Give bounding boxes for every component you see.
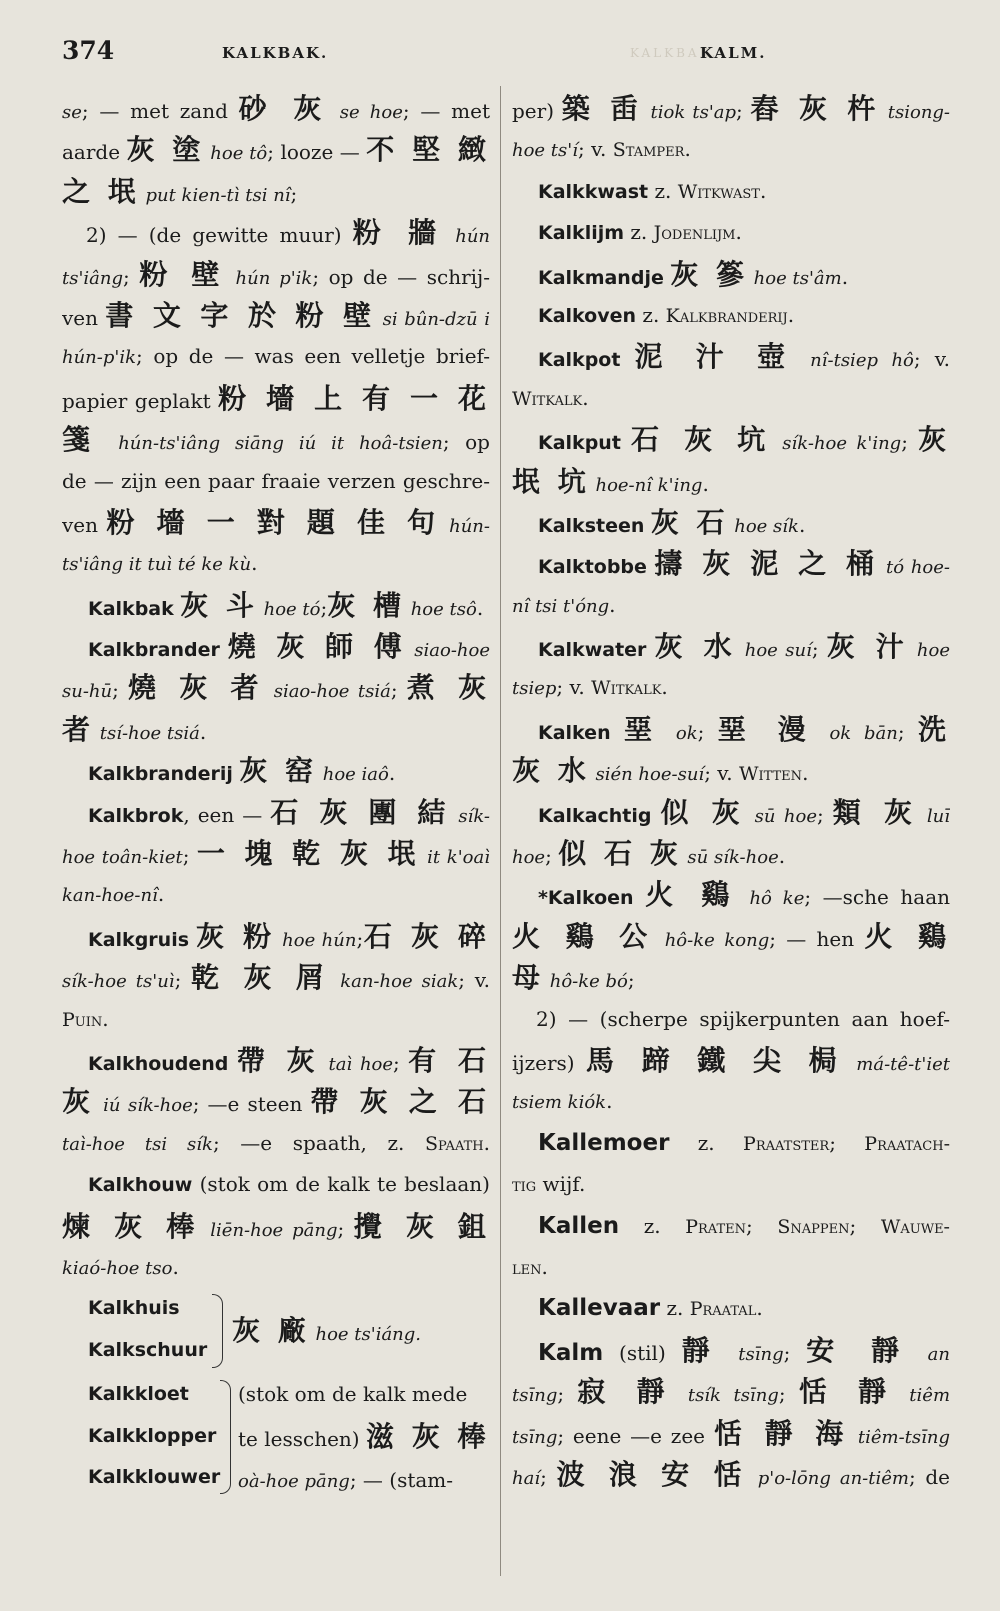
text-line: hoe; 似 石 灰 sū sík-hoe.: [512, 837, 786, 871]
headword: Kalkklopper: [88, 1424, 217, 1447]
text-line: ijzers) 馬 蹄 鐵 尖 梮 má-tê-t'iet: [512, 1043, 950, 1077]
entry-kalkhoudend: Kalkhoudend 帶 灰 taì hoe; 有 石: [88, 1043, 490, 1077]
text-line: aarde 灰 塗 hoe tô; looze — 不 堅 緻: [62, 133, 490, 167]
text-line: tsīng; 寂 靜 tsík tsīng; 恬 靜 tiêm: [512, 1375, 950, 1409]
text-line: tsiem kiók.: [512, 1089, 613, 1114]
left-guide-word: KALKBAK.: [222, 44, 329, 62]
bracket: [220, 1380, 231, 1494]
bracket: [212, 1294, 223, 1368]
text-line: 者 tsí-hoe tsiá.: [62, 712, 207, 746]
entry-kalkbak: Kalkbak 灰 斗 hoe tó;灰 槽 hoe tsô.: [88, 588, 484, 622]
text-line: sík-hoe ts'uì; 乾 灰 屑 kan-hoe siak; v.: [62, 961, 490, 995]
text-line: su-hū; 燒 灰 者 siao-hoe tsiá; 煮 灰: [62, 671, 490, 705]
text-line: se; — met zand 砂 灰 se hoe; — met: [62, 92, 490, 125]
entry-kallevaar: Kallevaar z. Praatal.: [538, 1295, 763, 1322]
entry-kalkbranderij: Kalkbranderij 灰 窑 hoe iaô.: [88, 754, 396, 788]
text-line: kiaó-hoe tso.: [62, 1254, 179, 1279]
text-line: ven 粉 墻 一 對 題 佳 句 hún-: [62, 505, 490, 539]
entry-kalkput: Kalkput 石 灰 坑 sík-hoe k'ing; 灰: [538, 423, 950, 457]
entry-kalktobbe: Kalktobbe 擣 灰 泥 之 桶 tó hoe-: [538, 547, 950, 581]
entry-kalkkwast: Kalkkwast z. Witkwast.: [538, 178, 767, 203]
entry-kallemoer: Kallemoer z. Praatster; Praatach-: [538, 1129, 950, 1156]
text-line: tig wijf.: [512, 1172, 586, 1197]
text-line: 之 垊 put kien-tì tsi nî;: [62, 174, 298, 208]
entry-kalkoen: *Kalkoen 火 鷄 hô ke; —sche haan: [538, 878, 950, 912]
faint-guide-word: KALKBAK.: [630, 46, 719, 60]
right-column: [512, 88, 950, 1598]
text-line: per) 築 臿 tiok ts'ap; 舂 灰 杵 tsiong-: [512, 92, 950, 125]
text-line: Witkalk.: [512, 385, 589, 410]
text-line: papier geplakt 粉 墻 上 有 一 花: [62, 381, 490, 415]
entry-kallen: Kallen z. Praten; Snappen; Wauwe-: [538, 1212, 950, 1239]
entry-kalkpot: Kalkpot 泥 汁 壺 nî-tsiep hô; v.: [538, 340, 950, 374]
entry-kalkbrander: Kalkbrander 燒 灰 師 傅 siao-hoe: [88, 630, 490, 664]
text-line: nî tsi t'óng.: [512, 592, 616, 617]
text-line: hún-p'ik; op de — was een velletje brief-: [62, 344, 490, 369]
column-divider: [500, 86, 501, 1576]
text-line: Puin.: [62, 1006, 109, 1031]
text-line: 煉 灰 棒 liēn-hoe pāng; 攪 灰 鉏: [62, 1209, 490, 1243]
text-line: 灰 水 sién hoe-suí; v. Witten.: [512, 754, 809, 788]
entry-kalkmandje: Kalkmandje 灰 篸 hoe ts'âm.: [538, 257, 849, 291]
text-line: taì-hoe tsi sík; —e spaath, z. Spaath.: [62, 1130, 490, 1155]
entry-kalkwater: Kalkwater 灰 水 hoe suí; 灰 汁 hoe: [538, 630, 950, 664]
text-line: ts'iâng it tuì té ke kù.: [62, 551, 258, 576]
group-definition: (stok om de kalk mede te lesschen) 滋 灰 棒 oà-hoe pāng; — (stam-: [238, 1382, 490, 1493]
text-line: 2) — (scherpe spijkerpunten aan hoef-: [536, 1006, 950, 1031]
page-number: 374: [62, 36, 115, 65]
entry-kalkhouw: Kalkhouw (stok om de kalk te beslaan): [88, 1172, 490, 1197]
text-line: de — zijn een paar fraaie verzen geschre-: [62, 468, 490, 493]
entry-kalken: Kalken 堊 ok; 堊 漫 ok bān; 洗: [538, 712, 950, 746]
headword: Kalkschuur: [88, 1338, 208, 1361]
entry-kalklijm: Kalklijm z. Jodenlijm.: [538, 220, 742, 245]
text-line: haí; 波 浪 安 恬 p'o-lōng an-tiêm; de: [512, 1457, 950, 1491]
entry-kalkgruis: Kalkgruis 灰 粉 hoe hún;石 灰 碎: [88, 919, 490, 953]
right-guide-word: KALM.: [700, 44, 767, 62]
headword-list: [88, 1288, 207, 1371]
headword: Kalkhuis: [88, 1297, 180, 1320]
entry-group-kalkkloet: [62, 1374, 490, 1498]
entry-group-kalkhuis: [62, 1288, 490, 1374]
page-header: [0, 36, 1000, 68]
entry-kalkbrok: Kalkbrok, een — 石 灰 團 結 sík-: [88, 795, 490, 829]
text-line: len.: [512, 1254, 548, 1279]
text-line: 母 hô-ke bó;: [512, 961, 635, 995]
left-column: [62, 88, 490, 1598]
text-line: 2) — (de gewitte muur) 粉 牆 hún: [86, 216, 490, 250]
group-definition: 灰 廠 hoe ts'iáng.: [232, 1314, 422, 1348]
headword: Kalkklouwer: [88, 1466, 221, 1489]
entry-kalkoven: Kalkoven z. Kalkbranderij.: [538, 302, 795, 327]
text-line: kan-hoe-nî.: [62, 882, 165, 907]
text-line: 箋 hún-ts'iâng siāng iú it hoâ-tsien; op: [62, 423, 490, 457]
text-line: hoe toân-kiet; 一 塊 乾 灰 垊 it k'oaì: [62, 837, 490, 871]
text-line: ven 書 文 字 於 粉 壁 si bûn-dzū i: [62, 298, 490, 332]
headword-list: [88, 1374, 220, 1498]
entry-kalksteen: Kalksteen 灰 石 hoe sík.: [538, 505, 806, 539]
headword: Kalkkloet: [88, 1383, 189, 1406]
text-line: tsiep; v. Witkalk.: [512, 675, 668, 700]
text-line: tsīng; eene —e zee 恬 靜 海 tiêm-tsīng: [512, 1416, 950, 1450]
text-line: hoe ts'í; v. Stamper.: [512, 137, 691, 162]
entry-kalm: Kalm (stil) 靜 tsīng; 安 靜 an: [538, 1333, 950, 1367]
text-line: 灰 iú sík-hoe; —e steen 帶 灰 之 石: [62, 1085, 490, 1119]
text-line: 垊 坑 hoe-nî k'ing.: [512, 464, 709, 498]
text-line: 火 鷄 公 hô-ke kong; — hen 火 鷄: [512, 919, 950, 953]
text-line: ts'iâng; 粉 壁 hún p'ik; op de — schrij-: [62, 257, 490, 291]
entry-kalkachtig: Kalkachtig 似 灰 sū hoe; 類 灰 luī: [538, 795, 950, 829]
